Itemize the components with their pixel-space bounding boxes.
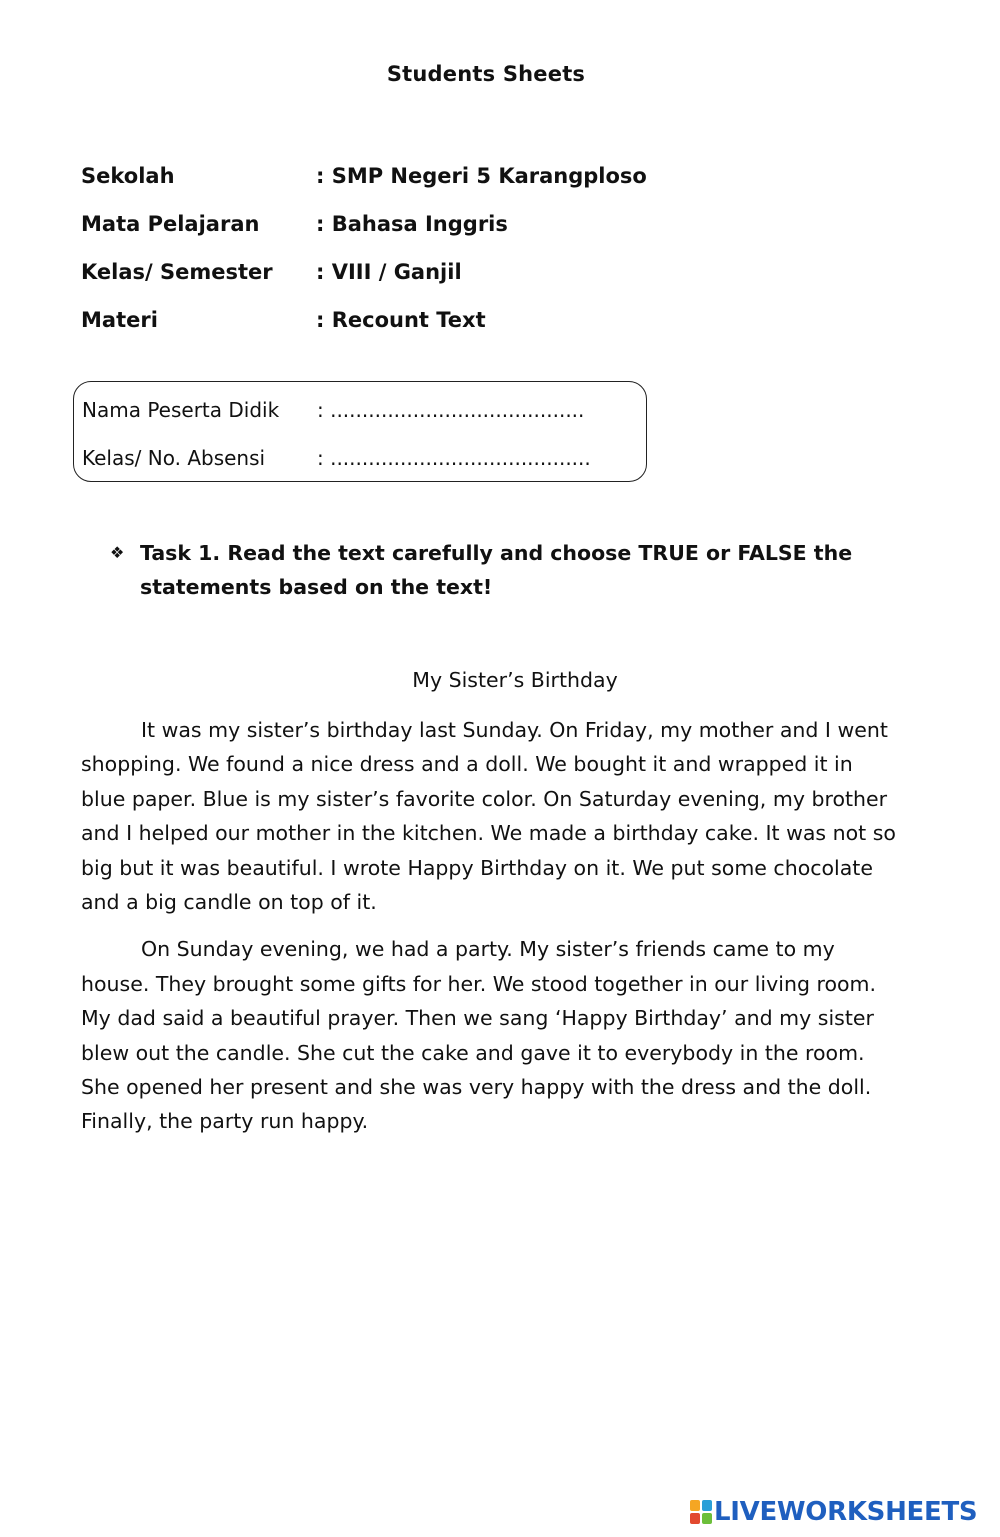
student-class-field[interactable]: : ......................................... [317, 446, 591, 470]
student-name-field[interactable]: : ........................................ [317, 398, 585, 422]
info-label: Kelas/ Semester [81, 260, 273, 284]
info-row-materi [81, 296, 701, 344]
info-label: Sekolah [81, 164, 175, 188]
info-value: : Bahasa Inggris [316, 212, 508, 236]
story-text [81, 713, 896, 1152]
student-info-box [73, 381, 647, 482]
story-paragraph: It was my sister’s birthday last Sunday. On Friday, my mother and I went shopping. We found a nice dress and a doll. We bought it and wrapped it in blue paper. Blue is my sister’s favorite color. On Saturday evening, my brother and I helped our mother in the kitchen. We made a birthday cake. It was not so big but it was beautiful. I wrote Happy Birthday on it. We put some chocolate and a big candle on top of it. [81, 718, 896, 915]
info-value: : VIII / Ganjil [316, 260, 462, 284]
story-paragraph: On Sunday evening, we had a party. My sister’s friends came to my house. They brought some gifts for her. We stood together in our living room. My dad said a beautiful prayer. Then we sang ‘Happy Birthday’ and my sister blew out the candle. She cut the cake and gave it to everybody in the room. She opened her present and she was very happy with the dress and the doll. Finally, the party run happy. [81, 937, 877, 1134]
student-name-label: Nama Peserta Didik [82, 398, 280, 422]
liveworksheets-logo [690, 1497, 977, 1527]
info-value: : Recount Text [316, 308, 486, 332]
info-row-sekolah [81, 152, 701, 200]
student-row-class [82, 443, 591, 473]
info-value: : SMP Negeri 5 Karangploso [316, 164, 647, 188]
info-label: Mata Pelajaran [81, 212, 260, 236]
student-row-name [82, 395, 584, 425]
task-instruction [110, 536, 890, 604]
story-title: My Sister’s Birthday [412, 668, 618, 692]
liveworksheets-logo-icon [690, 1500, 712, 1524]
logo-text: LIVEWORKSHEETS [714, 1497, 978, 1527]
info-row-mata-pelajaran [81, 200, 701, 248]
diamond-bullet-icon: ❖ [110, 543, 125, 562]
task-text: Task 1. Read the text carefully and choose TRUE or FALSE the statements based on the text! [140, 541, 853, 599]
info-label: Materi [81, 308, 158, 332]
page-title: Students Sheets [386, 62, 586, 86]
info-table [81, 152, 701, 344]
student-class-label: Kelas/ No. Absensi [82, 446, 266, 470]
info-row-kelas-semester [81, 248, 701, 296]
